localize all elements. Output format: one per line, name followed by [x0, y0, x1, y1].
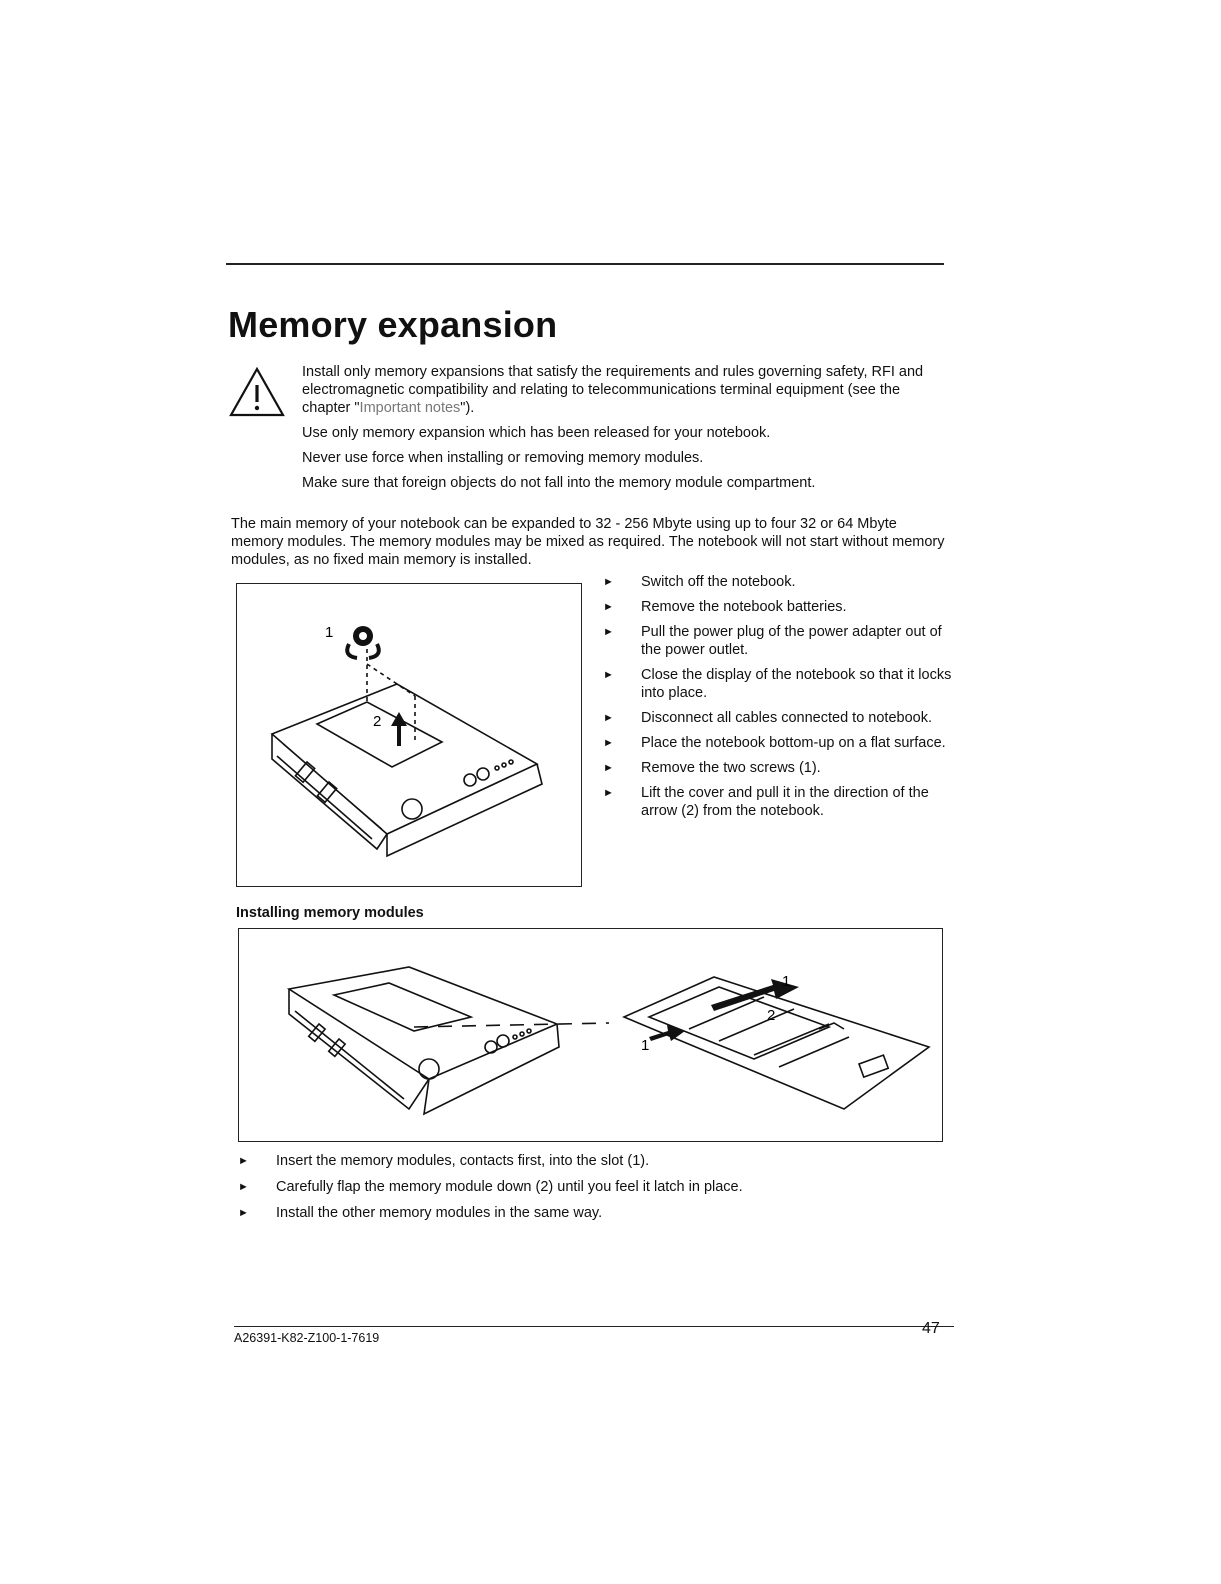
document-id: A26391-K82-Z100-1-7619	[234, 1331, 380, 1345]
list-item: ► Install the other memory modules in the same way.	[238, 1205, 603, 1221]
warning-paragraph: Use only memory expansion which has been released for your notebook.	[302, 425, 771, 441]
list-item: ► Lift the cover and pull it in the direction of the arrow (2) from the notebook.	[603, 785, 929, 819]
figure-label: 2	[767, 1007, 776, 1024]
list-item: ► Insert the memory modules, contacts first, into the slot (1).	[238, 1153, 650, 1169]
memory-module-illustration	[239, 929, 942, 1141]
arrow-bullet-icon: ►	[603, 576, 614, 588]
figure-label: 1	[782, 973, 791, 990]
arrow-bullet-icon: ►	[603, 669, 614, 681]
figure-install-modules	[238, 928, 943, 1142]
figure-caption: Installing memory modules	[236, 905, 424, 921]
list-item: ► Close the display of the notebook so that it locks into place.	[603, 667, 952, 701]
important-notes-link[interactable]: Important notes	[359, 400, 461, 416]
up-arrow-icon	[391, 712, 407, 746]
insert-arrow-icon	[649, 1025, 685, 1041]
list-item: ► Remove the two screws (1).	[603, 760, 821, 776]
steps-list	[603, 573, 953, 827]
screw-icon	[347, 626, 379, 658]
list-item: ► Carefully flap the memory module down (2) until you feel it latch in place.	[238, 1179, 743, 1195]
arrow-bullet-icon: ►	[238, 1155, 249, 1167]
intro-paragraph: The main memory of your notebook can be expanded to 32 - 256 Mbyte using up to four 32 or 64 Mbyte memory modules. The memory modules may be mixed as required. The notebook will not start without memory modules, as no fixed main memory is installed.	[231, 516, 945, 568]
arrow-bullet-icon: ►	[603, 601, 614, 613]
warning-paragraph: Make sure that foreign objects do not fall into the memory module compartment.	[302, 475, 816, 491]
list-item: ► Pull the power plug of the power adapter out of the power outlet.	[603, 624, 942, 658]
arrow-bullet-icon: ►	[238, 1181, 249, 1193]
warning-notes	[302, 363, 942, 499]
list-item: ► Disconnect all cables connected to notebook.	[603, 710, 932, 726]
top-rule	[226, 263, 944, 265]
warning-triangle-icon	[228, 366, 286, 418]
figure-label: 2	[373, 713, 382, 730]
figure-remove-cover	[236, 583, 582, 887]
figure-label: 1	[325, 624, 334, 641]
notebook-cover-illustration	[237, 584, 581, 886]
list-item: ► Switch off the notebook.	[603, 574, 796, 590]
arrow-bullet-icon: ►	[603, 626, 614, 638]
list-item: ► Remove the notebook batteries.	[603, 599, 847, 615]
warning-paragraph: Install only memory expansions that satisfy the requirements and rules governing safety, RFI and electromagnetic compatibility and relating to telecommunications terminal equipment (see the chapter "Important notes").	[302, 364, 924, 416]
arrow-bullet-icon: ►	[238, 1207, 249, 1219]
warning-paragraph: Never use force when installing or removing memory modules.	[302, 450, 704, 466]
arrow-bullet-icon: ►	[603, 762, 614, 774]
arrow-bullet-icon: ►	[603, 737, 614, 749]
install-steps-list	[238, 1152, 938, 1230]
figure-label: 1	[641, 1037, 650, 1054]
page-title: Memory expansion	[228, 304, 558, 345]
arrow-bullet-icon: ►	[603, 787, 614, 799]
arrow-bullet-icon: ►	[603, 712, 614, 724]
page-number: 47	[922, 1320, 940, 1337]
footer-rule	[234, 1326, 954, 1327]
list-item: ► Place the notebook bottom-up on a flat surface.	[603, 735, 946, 751]
